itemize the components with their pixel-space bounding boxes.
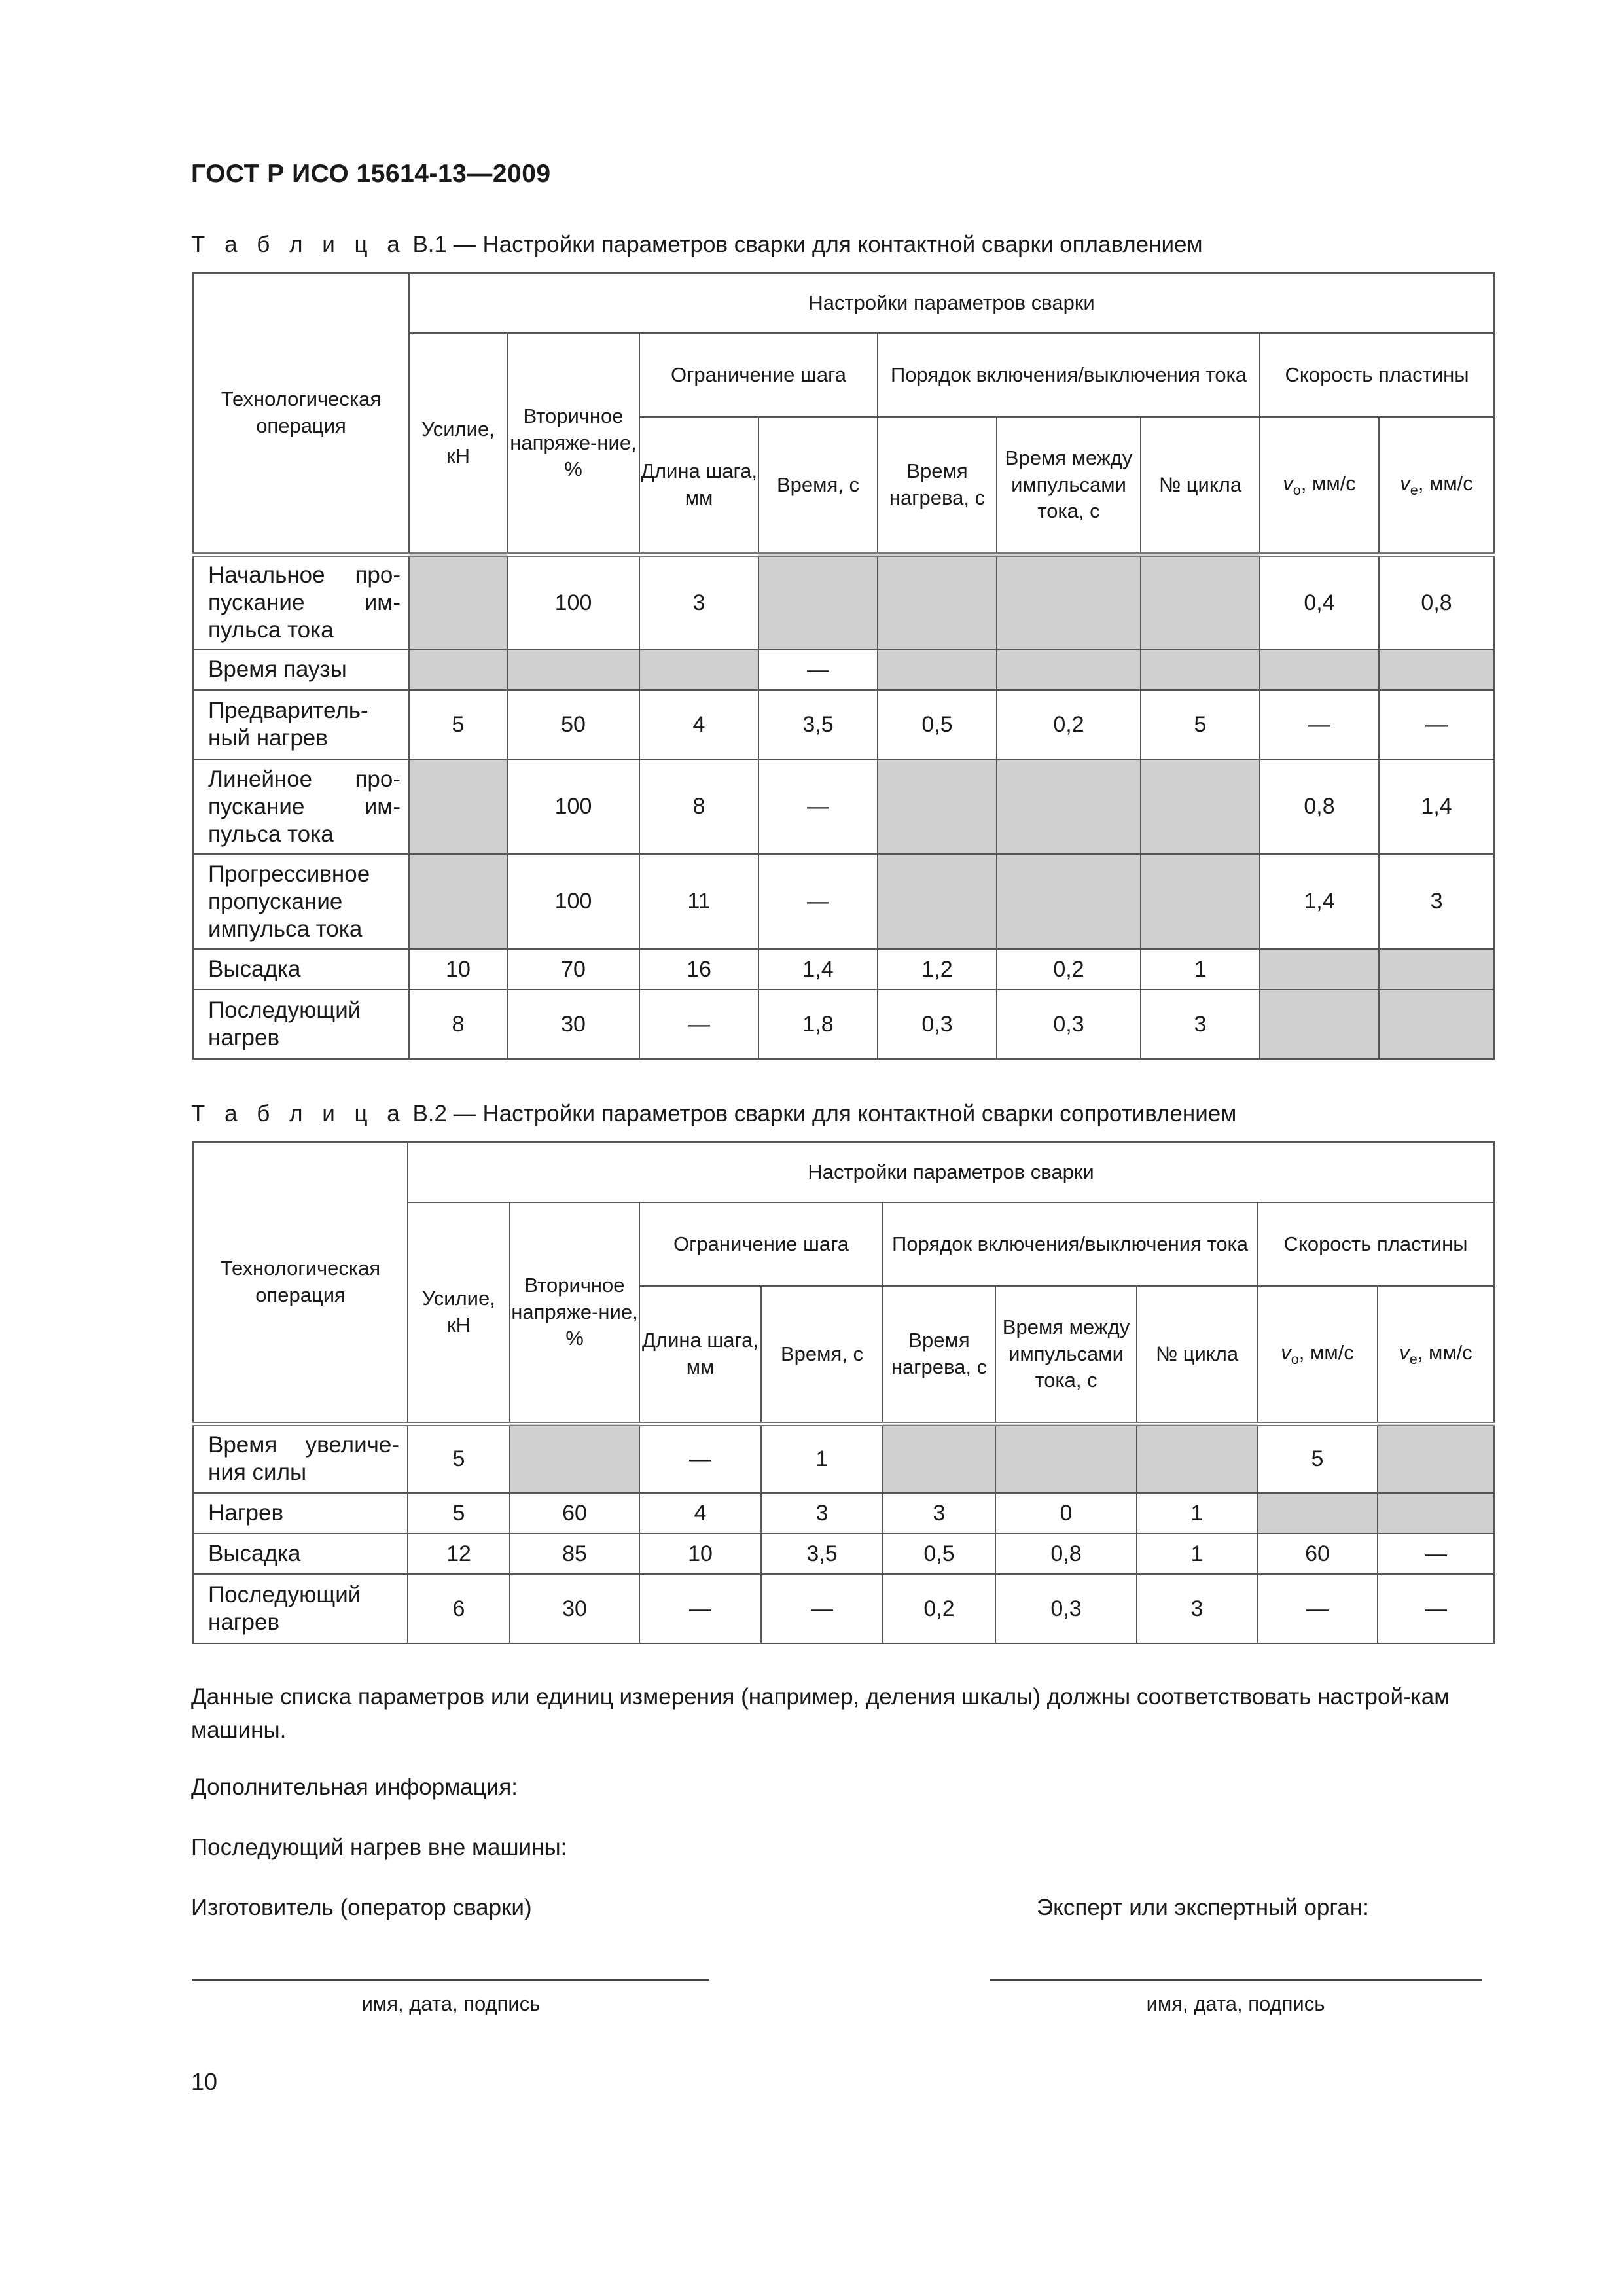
value-cell: 3 xyxy=(883,1493,995,1534)
operation-cell: Время паузы xyxy=(193,649,409,690)
table-row xyxy=(193,554,1494,649)
table2-caption-text: В.2 — Настройки параметров сварки для контактной сварки сопротивлением xyxy=(406,1101,1237,1126)
header-step-limit: Ограничение шага xyxy=(639,333,878,417)
value-cell: — xyxy=(758,854,878,949)
value-cell: 0,3 xyxy=(878,990,997,1059)
operation-cell: Предваритель-ный нагрев xyxy=(193,690,409,759)
value-cell: 3 xyxy=(639,554,758,649)
value-cell: 1 xyxy=(1141,949,1260,990)
operation-cell: Линейное про-пускание им-пульса тока xyxy=(193,759,409,854)
value-cell: 1,2 xyxy=(878,949,997,990)
empty-shaded-cell xyxy=(997,554,1141,649)
header-speed-ve xyxy=(1379,417,1494,554)
value-cell: — xyxy=(639,990,758,1059)
value-cell: 0 xyxy=(995,1493,1137,1534)
empty-shaded-cell xyxy=(997,649,1141,690)
table-b1 xyxy=(192,272,1495,1060)
value-cell: 0,8 xyxy=(1260,759,1379,854)
header-force: Усилие, кН xyxy=(409,333,507,554)
header-step-time: Время, с xyxy=(761,1286,883,1424)
operation-cell: Время увеличе-ния силы xyxy=(193,1424,408,1493)
page-number: 10 xyxy=(191,2068,218,2095)
empty-shaded-cell xyxy=(878,554,997,649)
empty-shaded-cell xyxy=(1379,649,1494,690)
empty-shaded-cell xyxy=(639,649,758,690)
empty-shaded-cell xyxy=(510,1424,639,1493)
empty-shaded-cell xyxy=(1141,554,1260,649)
document-title: ГОСТ Р ИСО 15614-13—2009 xyxy=(191,160,551,188)
header-cycle-number: № цикла xyxy=(1137,1286,1257,1424)
table-row xyxy=(193,949,1494,990)
table2-caption xyxy=(191,1101,1236,1127)
ve-symbol: v xyxy=(1400,471,1410,495)
value-cell: 50 xyxy=(507,690,639,759)
post-heat-label: Последующий нагрев вне машины: xyxy=(191,1835,567,1860)
value-cell: 12 xyxy=(408,1534,510,1574)
value-cell: 3 xyxy=(1137,1574,1257,1643)
value-cell: 5 xyxy=(408,1424,510,1493)
value-cell: 5 xyxy=(409,690,507,759)
empty-shaded-cell xyxy=(409,649,507,690)
table-row xyxy=(193,990,1494,1059)
value-cell: 1 xyxy=(761,1424,883,1493)
vo-unit: , мм/с xyxy=(1300,471,1356,495)
value-cell: 0,8 xyxy=(1379,554,1494,649)
value-cell: 3 xyxy=(1379,854,1494,949)
header-settings-group: Настройки параметров сварки xyxy=(409,273,1494,333)
value-cell: 5 xyxy=(1257,1424,1378,1493)
empty-shaded-cell xyxy=(1379,990,1494,1059)
manufacturer-label: Изготовитель (оператор сварки) xyxy=(191,1895,532,1920)
value-cell: 8 xyxy=(639,759,758,854)
value-cell: 0,2 xyxy=(883,1574,995,1643)
empty-shaded-cell xyxy=(1137,1424,1257,1493)
value-cell: 4 xyxy=(639,1493,761,1534)
empty-shaded-cell xyxy=(1141,759,1260,854)
value-cell: 10 xyxy=(639,1534,761,1574)
header-step-time: Время, с xyxy=(758,417,878,554)
table1-caption xyxy=(191,232,1203,258)
value-cell: 100 xyxy=(507,854,639,949)
header-step-length: Длина шага, мм xyxy=(639,417,758,554)
value-cell: 16 xyxy=(639,949,758,990)
manufacturer-signature-caption: имя, дата, подпись xyxy=(361,1992,541,2015)
value-cell: 4 xyxy=(639,690,758,759)
operation-cell: Последующий нагрев xyxy=(193,1574,408,1643)
table-row xyxy=(193,1534,1494,1574)
value-cell: 0,2 xyxy=(997,949,1141,990)
value-cell: 3 xyxy=(761,1493,883,1534)
empty-shaded-cell xyxy=(997,854,1141,949)
value-cell: 100 xyxy=(507,759,639,854)
expert-label: Эксперт или экспертный орган: xyxy=(1037,1895,1369,1920)
empty-shaded-cell xyxy=(995,1424,1137,1493)
operation-cell: Высадка xyxy=(193,949,409,990)
table-row xyxy=(193,649,1494,690)
table-row xyxy=(193,690,1494,759)
value-cell: 70 xyxy=(507,949,639,990)
value-cell: 1 xyxy=(1137,1493,1257,1534)
value-cell: — xyxy=(1378,1574,1494,1643)
vo-subscript: o xyxy=(1293,481,1301,498)
header-plate-speed: Скорость пластины xyxy=(1257,1202,1494,1286)
header-operation: Технологическая операция xyxy=(193,273,409,554)
header-current-order: Порядок включения/выключения тока xyxy=(878,333,1260,417)
operation-cell: Нагрев xyxy=(193,1493,408,1534)
value-cell: 3,5 xyxy=(758,690,878,759)
value-cell: 60 xyxy=(510,1493,639,1534)
table-row xyxy=(193,1424,1494,1493)
value-cell: 0,5 xyxy=(878,690,997,759)
empty-shaded-cell xyxy=(883,1424,995,1493)
value-cell: — xyxy=(639,1574,761,1643)
value-cell: 1,4 xyxy=(758,949,878,990)
empty-shaded-cell xyxy=(1260,949,1379,990)
empty-shaded-cell xyxy=(878,759,997,854)
manufacturer-signature-line xyxy=(192,1979,709,1981)
empty-shaded-cell xyxy=(878,649,997,690)
empty-shaded-cell xyxy=(878,854,997,949)
empty-shaded-cell xyxy=(1260,649,1379,690)
empty-shaded-cell xyxy=(1379,949,1494,990)
vo-subscript: o xyxy=(1291,1350,1299,1367)
header-step-length: Длина шага, мм xyxy=(639,1286,761,1424)
value-cell: 0,8 xyxy=(995,1534,1137,1574)
header-voltage: Вторичное напряже-ние, % xyxy=(507,333,639,554)
ve-subscript: e xyxy=(1409,1350,1418,1367)
value-cell: 1,4 xyxy=(1260,854,1379,949)
value-cell: 10 xyxy=(409,949,507,990)
operation-cell: Высадка xyxy=(193,1534,408,1574)
header-speed-ve xyxy=(1378,1286,1494,1424)
ve-subscript: e xyxy=(1410,481,1418,498)
header-current-order: Порядок включения/выключения тока xyxy=(883,1202,1257,1286)
empty-shaded-cell xyxy=(997,759,1141,854)
header-step-limit: Ограничение шага xyxy=(639,1202,883,1286)
ve-unit: , мм/с xyxy=(1417,1340,1472,1364)
header-force: Усилие, кН xyxy=(408,1202,510,1424)
vo-symbol: v xyxy=(1283,471,1293,495)
header-voltage: Вторичное напряже-ние, % xyxy=(510,1202,639,1424)
empty-shaded-cell xyxy=(1378,1424,1494,1493)
empty-shaded-cell xyxy=(1141,649,1260,690)
empty-shaded-cell xyxy=(409,759,507,854)
value-cell: 11 xyxy=(639,854,758,949)
value-cell: 60 xyxy=(1257,1534,1378,1574)
value-cell: 1,4 xyxy=(1379,759,1494,854)
value-cell: 0,5 xyxy=(883,1534,995,1574)
value-cell: 85 xyxy=(510,1534,639,1574)
header-heat-time: Время нагрева, с xyxy=(878,417,997,554)
value-cell: — xyxy=(1378,1534,1494,1574)
header-settings-group: Настройки параметров сварки xyxy=(408,1142,1494,1202)
value-cell: 1,8 xyxy=(758,990,878,1059)
header-speed-vo xyxy=(1260,417,1379,554)
empty-shaded-cell xyxy=(1257,1493,1378,1534)
value-cell: 3 xyxy=(1141,990,1260,1059)
value-cell: — xyxy=(758,759,878,854)
header-pulse-time: Время между импульсами тока, с xyxy=(997,417,1141,554)
header-speed-vo xyxy=(1257,1286,1378,1424)
value-cell: — xyxy=(1257,1574,1378,1643)
ve-symbol: v xyxy=(1399,1340,1410,1364)
value-cell: 30 xyxy=(507,990,639,1059)
header-plate-speed: Скорость пластины xyxy=(1260,333,1494,417)
table1-caption-text: В.1 — Настройки параметров сварки для контактной сварки оплавлением xyxy=(406,232,1203,257)
value-cell: 8 xyxy=(409,990,507,1059)
expert-signature-caption: имя, дата, подпись xyxy=(1146,1992,1325,2015)
table2-caption-prefix: Т а б л и ц а xyxy=(191,1101,406,1126)
header-cycle-number: № цикла xyxy=(1141,417,1260,554)
operation-cell: Прогрессивное пропускание импульса тока xyxy=(193,854,409,949)
empty-shaded-cell xyxy=(409,854,507,949)
table-b2 xyxy=(192,1141,1495,1644)
header-operation: Технологическая операция xyxy=(193,1142,408,1424)
value-cell: 100 xyxy=(507,554,639,649)
empty-shaded-cell xyxy=(1378,1493,1494,1534)
value-cell: — xyxy=(761,1574,883,1643)
table-row xyxy=(193,759,1494,854)
value-cell: 0,3 xyxy=(997,990,1141,1059)
value-cell: 0,2 xyxy=(997,690,1141,759)
value-cell: — xyxy=(758,649,878,690)
operation-cell: Начальное про-пускание им-пульса тока xyxy=(193,554,409,649)
header-pulse-time: Время между импульсами тока, с xyxy=(995,1286,1137,1424)
value-cell: 5 xyxy=(1141,690,1260,759)
header-heat-time: Время нагрева, с xyxy=(883,1286,995,1424)
empty-shaded-cell xyxy=(507,649,639,690)
value-cell: 1 xyxy=(1137,1534,1257,1574)
table-row xyxy=(193,854,1494,949)
value-cell: 5 xyxy=(408,1493,510,1534)
expert-signature-line xyxy=(990,1979,1482,1981)
value-cell: — xyxy=(1379,690,1494,759)
vo-unit: , мм/с xyxy=(1298,1340,1354,1364)
vo-symbol: v xyxy=(1281,1340,1291,1364)
empty-shaded-cell xyxy=(758,554,878,649)
table-row xyxy=(193,1574,1494,1643)
empty-shaded-cell xyxy=(1260,990,1379,1059)
table1-caption-prefix: Т а б л и ц а xyxy=(191,232,406,257)
value-cell: 0,3 xyxy=(995,1574,1137,1643)
value-cell: 30 xyxy=(510,1574,639,1643)
value-cell: 6 xyxy=(408,1574,510,1643)
operation-cell: Последующий нагрев xyxy=(193,990,409,1059)
empty-shaded-cell xyxy=(1141,854,1260,949)
value-cell: — xyxy=(639,1424,761,1493)
additional-info-label: Дополнительная информация: xyxy=(191,1774,518,1800)
table-row xyxy=(193,1493,1494,1534)
value-cell: 0,4 xyxy=(1260,554,1379,649)
data-note-paragraph: Данные списка параметров или единиц измерения (например, деления шкалы) должны соответствовать настрой-кам машины. xyxy=(191,1684,1450,1743)
value-cell: — xyxy=(1260,690,1379,759)
ve-unit: , мм/с xyxy=(1418,471,1473,495)
empty-shaded-cell xyxy=(409,554,507,649)
value-cell: 3,5 xyxy=(761,1534,883,1574)
